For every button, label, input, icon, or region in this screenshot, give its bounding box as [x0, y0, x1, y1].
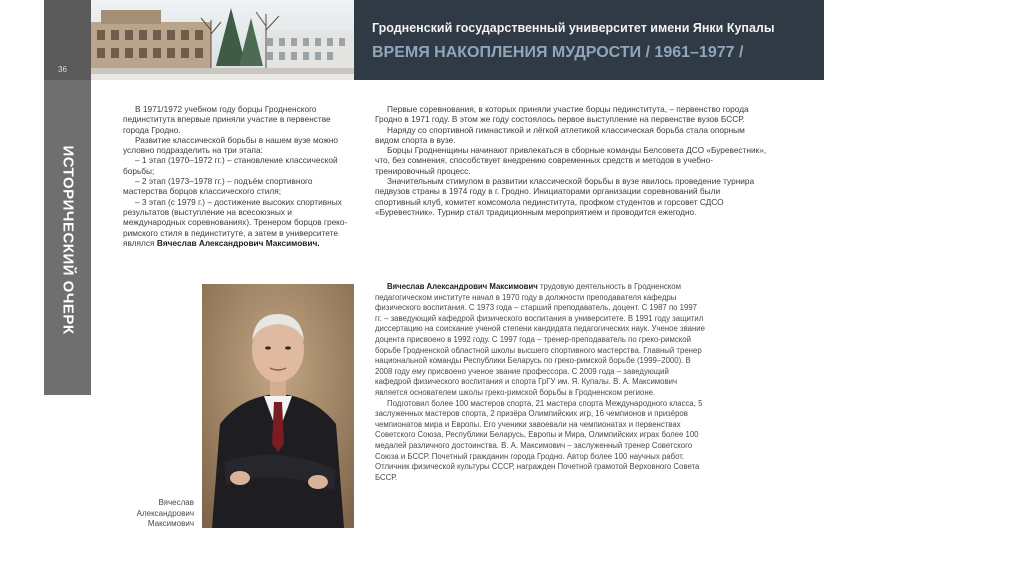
portrait-photo: [202, 284, 354, 528]
paragraph: Первые соревнования, в которых приняли участие борцы пединститута, – первенство города Гродно в 1971 году. В этом же году состоялось первое выступление на первенстве вузов БССР.: [375, 104, 749, 125]
coach-name: Вячеслав Александрович Максимович.: [156, 237, 320, 248]
paragraph: [123, 197, 355, 248]
paragraph: Развитие классической борьбы в нашем вузе можно условно подразделить на три этапа:: [123, 134, 338, 156]
paragraph: Борцы Гродненщины начинают привлекаться в сборные команды Белсовета ДСО «Буревестник», что, без сомнения, способствует внедрению современных средств и методов в учебно-тренировочный процесс.: [375, 145, 767, 176]
campus-photo-illustration: [91, 0, 354, 80]
portrait-illustration: [202, 284, 354, 528]
paragraph: – 2 этап (1973–1978 гг.) – подъём спортивного мастерства борцов классического стиля;: [123, 176, 313, 197]
bio-text: трудовую деятельность в Гродненском педагогическом институте начал в 1970 году в должности преподавателя кафедры физического воспитания. С 1973 года – старший преподаватель, доцент. С 1987 по 1997 гг. – заведующий кафедрой физического воспитания в университете. В 1991 году защитил диссертацию на соискание ученой степени кандидата педагогических наук. Ученое звание доцента присвоено в 1992 году. С 1997 года – тренер-преподаватель по греко-римской борьбе Гродненской областной школы высшего спортивного мастерства. Главный тренер национальной команды Республики Беларусь по греко-римской борьбе (1999–2000). В 2008 году ему присвоено ученое звание профессора. С 2009 года – заведующий кафедрой физического воспитания и спорта ГрГУ им. Я. Купалы. В. А. Максимович является основателем школы греко-римской борьбы в Гродненском регионе.: [375, 282, 705, 397]
left-text-column: [123, 104, 355, 248]
period-title: ВРЕМЯ НАКОПЛЕНИЯ МУДРОСТИ / 1961–1977 /: [372, 44, 744, 61]
paragraph: Наряду со спортивной гимнастикой и лёгкой атлетикой классическая борьба стала опорным видом спорта в вузе.: [375, 124, 745, 145]
header-campus-photo: [91, 0, 354, 80]
page-number-box: [44, 0, 91, 80]
paragraph: В 1971/1972 учебном году борцы Гродненского пединститута впервые приняли участие в первенстве города Гродно.: [123, 104, 331, 135]
caption-line: Александрович: [136, 508, 194, 518]
right-text-column: [375, 104, 767, 217]
caption-line: Вячеслав: [158, 498, 194, 507]
caption-line: Максимович: [147, 519, 194, 528]
bio-paragraph: [375, 282, 705, 399]
section-sidebar: [44, 80, 91, 395]
portrait-caption: [130, 498, 194, 530]
university-name: Гродненский государственный университет имени Янки Купалы: [372, 21, 775, 35]
paragraph: Значительным стимулом в развитии классической борьбы в вузе явилось проведение турнира педвузов страны в 1974 году в г. Гродно. Инициаторами организации соревнований были спортивный клуб, комитет комсомола пединститута, профком студентов и горсовет СДСО «Буревестник». Турнир стал традиционным мероприятием и проводится ежегодно.: [375, 176, 755, 217]
page-number: 36: [58, 65, 67, 74]
paragraph-text: – 3 этап (с 1979 г.) – достижение высоких спортивных результатов (выступление на всесоюзных и международных соревнованиях). Тренером борцов греко-римского стиля в пединституте, а затем в университете являлся: [123, 196, 348, 248]
header-title-band: [354, 0, 824, 80]
bio-paragraph: Подготовил более 100 мастеров спорта, 21 мастера спорта Международного класса, 5 заслуженных мастеров спорта, 2 призёра Олимпийских игр, 16 чемпионов и призёров чемпионатов мира и Европы. Его ученики завоевали на чемпионатах и первенствах Советского Союза, Республики Беларусь, Европы и Мира, Олимпийских играх более 100 медалей различного достоинства. В. А. Максимович – заслуженный тренер Советского Союза и БССР. Почетный гражданин города Гродно. Автор более 100 научных работ. Отличник физической культуры СССР, награжден Почетной грамотой Верховного Совета БССР.: [375, 398, 703, 482]
paragraph: – 1 этап (1970–1972 гг.) – становление классической борьбы;: [123, 155, 338, 176]
bio-name: Вячеслав Александрович Максимович: [387, 282, 538, 291]
biography-text: [375, 282, 705, 483]
section-title: ИСТОРИЧЕСКИЙ ОЧЕРК: [59, 145, 76, 335]
